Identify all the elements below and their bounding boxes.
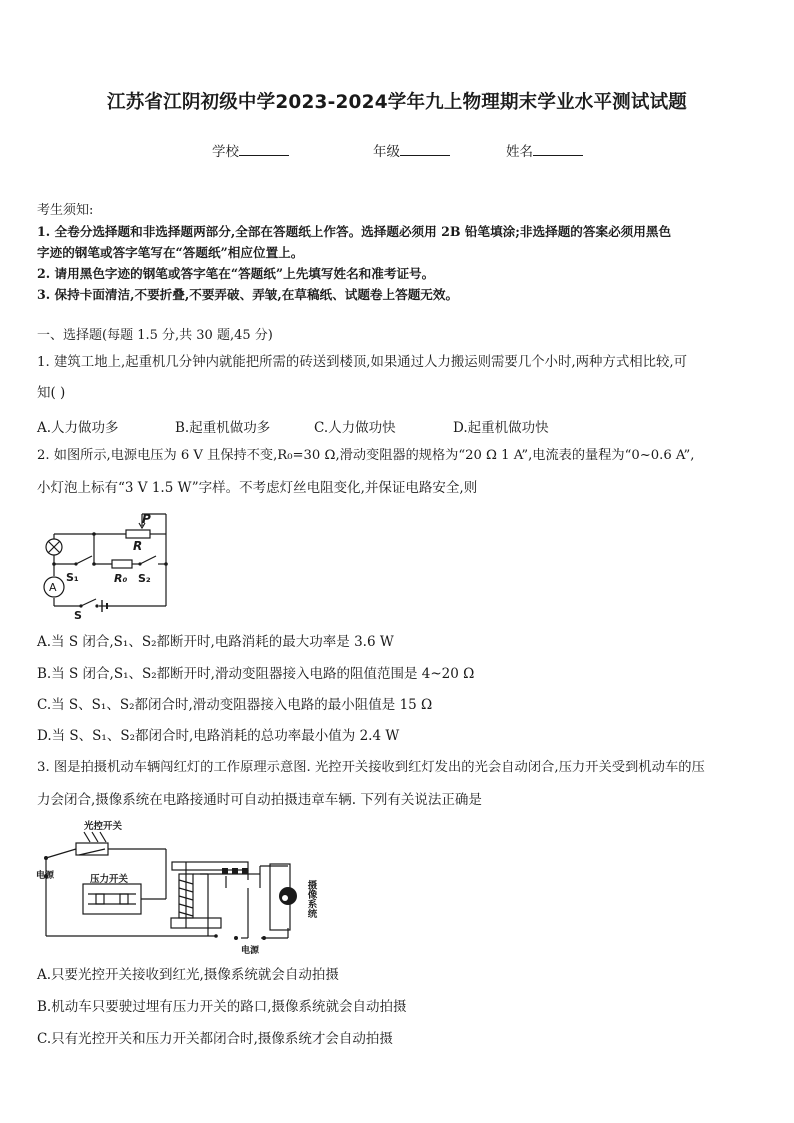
q3-stem-line-2: 力会闭合,摄像系统在电路接通时可自动拍摄违章车辆. 下列有关说法正确是 [37,792,482,808]
name-label: 姓名 [506,144,533,160]
q3-circuit-figure [36,818,326,956]
q2-stem-line-2: 小灯泡上标有“3 V 1.5 W”字样。不考虑灯丝电阻变化,并保证电路安全,则 [37,480,478,496]
school-label: 学校 [212,144,239,160]
rheostat-icon [126,530,150,538]
q2-circuit-figure [36,508,176,622]
notice-item-1-line-2: 字迹的钢笔或答字笔写在“答题纸”相应位置上。 [37,245,304,260]
notice-heading: 考生须知: [37,203,94,218]
q3-option-c: C.只有光控开关和压力开关都闭合时,摄像系统才会自动拍摄 [37,1031,393,1047]
q3-option-a: A.只要光控开关接收到红光,摄像系统就会自动拍摄 [37,967,339,983]
notice-item-3: 3. 保持卡面清洁,不要折叠,不要弄破、弄皱,在草稿纸、试题卷上答题无效。 [37,287,459,302]
label-s1: S₁ [66,571,79,584]
label-r0: R₀ [114,572,128,585]
grade-field [373,140,450,160]
q2-stem-line-1: 2. 如图所示,电源电压为 6 V 且保持不变,R₀=30 Ω,滑动变阻器的规格为“20 Ω 1 A”,电流表的量程为“0~0.6 A”, [37,448,695,463]
school-blank [239,143,289,156]
label-s: S [74,609,82,622]
label-pressure-switch: 压力开关 [90,874,129,885]
q1-stem-line-2: 知( ) [37,385,66,401]
name-blank [533,143,583,156]
page-title: 江苏省江阴初级中学2023-2024学年九上物理期末学业水平测试试题 [107,92,687,113]
section-heading: 一、选择题(每题 1.5 分,共 30 题,45 分) [37,328,273,343]
label-a: A [49,581,57,594]
label-camera-system: 摄像系统 [305,880,317,918]
q1-option-b: B.起重机做功多 [175,420,271,436]
label-p: P [142,512,151,526]
q3-stem-line-1: 3. 图是拍摄机动车辆闯红灯的工作原理示意图. 光控开关接收到红灯发出的光会自动闭合,压力开关受到机动车的压 [37,760,705,775]
resistor-r0-icon [112,560,132,568]
q2-option-a: A.当 S 闭合,S₁、S₂都断开时,电路消耗的最大功率是 3.6 W [37,634,394,650]
q2-option-b: B.当 S 闭合,S₁、S₂都断开时,滑动变阻器接入电路的阻值范围是 4~20 Ω [37,666,475,682]
grade-blank [400,143,450,156]
q1-stem-line-1: 1. 建筑工地上,起重机几分钟内就能把所需的砖送到楼顶,如果通过人力搬运则需要几个小时,两种方式相比较,可 [37,355,688,370]
q2-option-d: D.当 S、S₁、S₂都闭合时,电路消耗的总功率最小值为 2.4 W [37,728,400,744]
q2-option-c: C.当 S、S₁、S₂都闭合时,滑动变阻器接入电路的最小阻值是 15 Ω [37,697,433,713]
label-light-switch: 光控开关 [84,821,123,832]
label-s2: S₂ [138,572,151,585]
notice-item-1-line-1: 1. 全卷分选择题和非选择题两部分,全部在答题纸上作答。选择题必须用 2B 铅笔填涂;非选择题的答案必须用黑色 [37,224,672,239]
q1-option-c: C.人力做功快 [314,420,396,436]
q3-option-b: B.机动车只要驶过埋有压力开关的路口,摄像系统就会自动拍摄 [37,999,407,1015]
name-field [506,140,583,160]
camera-lens-icon [279,887,297,905]
label-power-1: 电源 [36,871,55,881]
q1-option-d: D.起重机做功快 [453,420,549,436]
label-r: R [133,539,143,553]
label-power-2: 电源 [241,946,260,956]
grade-label: 年级 [373,144,400,160]
notice-item-2: 2. 请用黑色字迹的钢笔或答字笔在“答题纸”上先填写姓名和准考证号。 [37,266,435,281]
q1-option-a: A.人力做功多 [37,420,119,436]
pressure-switch-icon [83,884,141,914]
school-field [212,140,289,160]
